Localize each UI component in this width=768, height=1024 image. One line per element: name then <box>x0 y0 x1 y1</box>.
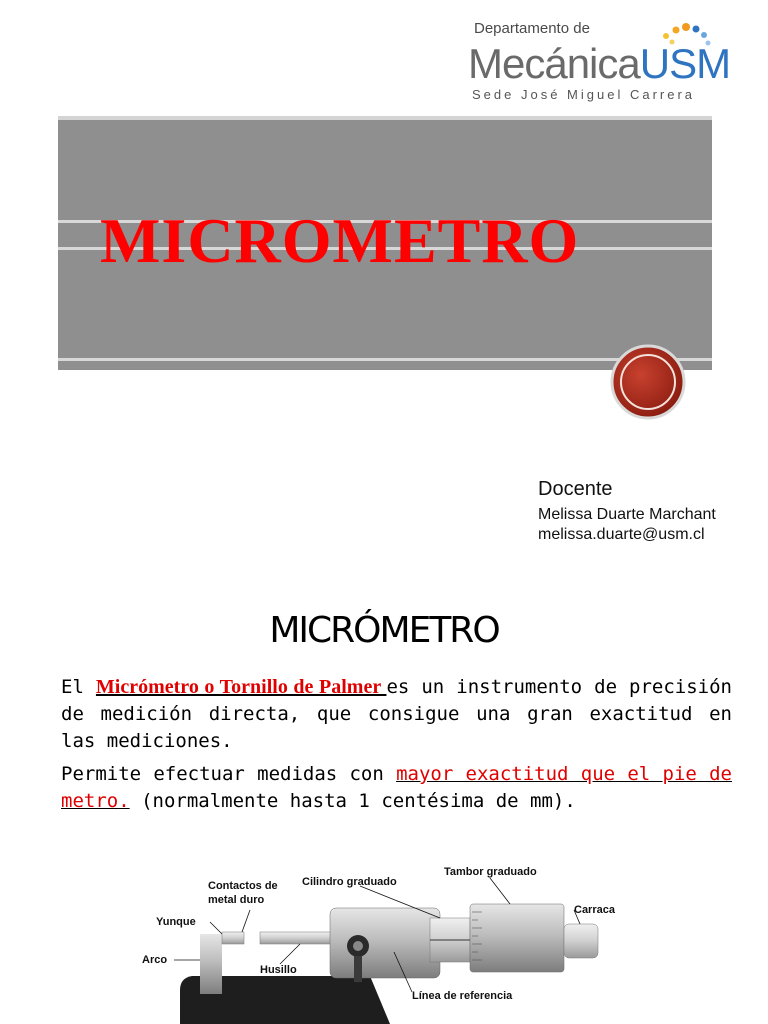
p2-pre: Permite efectuar medidas con <box>61 763 397 785</box>
section-heading: MICRÓMETRO <box>269 610 499 651</box>
logo-brand-usm: USM <box>639 40 731 87</box>
teacher-name: Melissa Duarte Marchant <box>538 506 716 523</box>
label-carraca: Carraca <box>574 904 615 916</box>
label-linea: Línea de referencia <box>412 990 513 1002</box>
decorative-seal-icon <box>608 342 688 422</box>
label-cilindro: Cilindro graduado <box>302 876 397 888</box>
banner-title: MICROMETRO <box>100 205 580 276</box>
logo-department-text: Departamento de <box>474 20 590 37</box>
label-tambor: Tambor graduado <box>444 866 537 878</box>
label-husillo: Husillo <box>260 964 297 976</box>
p2-highlight: mayor exactitud que el pie de metro <box>61 763 732 812</box>
precision-paragraph <box>61 761 732 815</box>
teacher-role: Docente <box>538 478 613 500</box>
logo-brand <box>468 40 730 88</box>
logo-brand-mecanica: Mecánica <box>468 40 640 87</box>
p2-post: (normalmente hasta 1 centésima de mm). <box>129 790 576 812</box>
label-contactos: Contactos de <box>208 880 278 892</box>
p2-dot: . <box>118 790 130 812</box>
p1-pre: El <box>61 676 96 698</box>
micrometer-diagram <box>130 860 650 1024</box>
title-banner <box>58 116 712 370</box>
definition-paragraph <box>61 674 732 755</box>
logo-campus-text: Sede José Miguel Carrera <box>472 87 696 102</box>
department-logo <box>466 18 731 104</box>
label-contactos-2: metal duro <box>208 894 265 906</box>
label-yunque: Yunque <box>156 916 196 928</box>
label-arco: Arco <box>142 954 168 966</box>
teacher-info <box>538 478 716 544</box>
p1-highlight: Micrómetro o Tornillo de Palmer <box>95 676 387 698</box>
teacher-email: melissa.duarte@usm.cl <box>538 526 705 543</box>
p1-post: es un instrumento de precisión de medición directa, que consigue una gran exactitud en las mediciones. <box>61 676 732 752</box>
